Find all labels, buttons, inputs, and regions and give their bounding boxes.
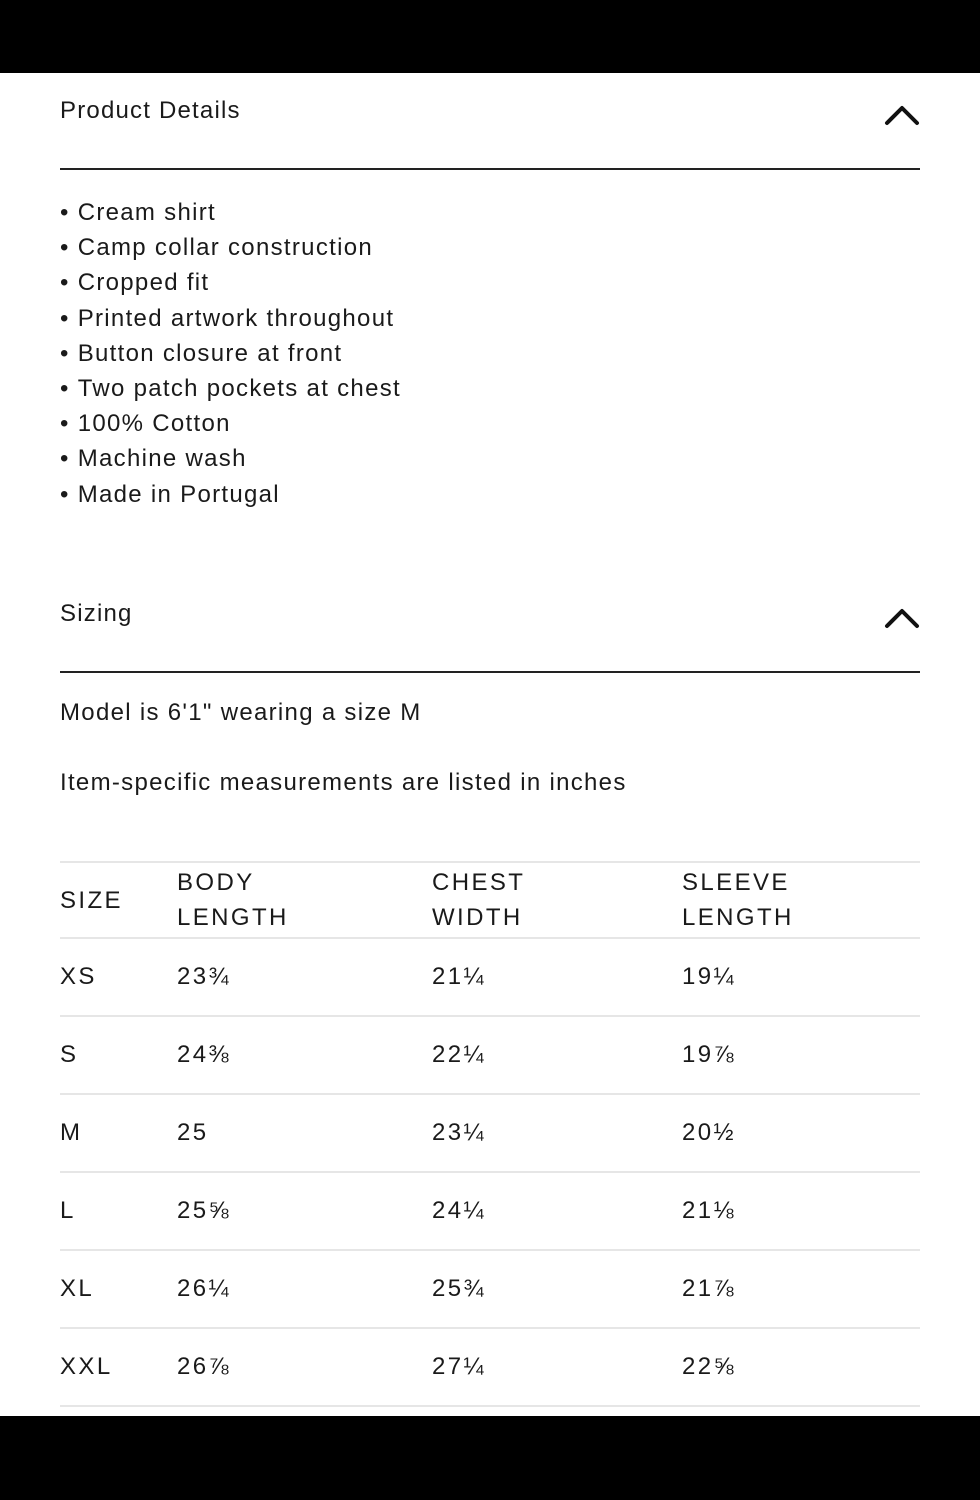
- body-length-column-header: [177, 862, 432, 938]
- list-item: • Two patch pockets at chest: [60, 371, 401, 406]
- body-length-cell: 26¼: [177, 1250, 432, 1328]
- table-row: [60, 1328, 920, 1406]
- body-length-cell: 25⅝: [177, 1172, 432, 1250]
- body-length-cell: 26⅞: [177, 1328, 432, 1406]
- product-details-list: [60, 195, 401, 512]
- chest-width-cell: 22¼: [432, 1016, 682, 1094]
- header-line: BODY: [177, 869, 255, 896]
- bottom-black-bar: [0, 1416, 980, 1500]
- list-item: • Camp collar construction: [60, 230, 401, 265]
- list-item: • 100% Cotton: [60, 406, 401, 441]
- sleeve-length-cell: 21⅞: [682, 1250, 920, 1328]
- list-item: • Cream shirt: [60, 195, 401, 230]
- product-info-page: [0, 73, 980, 1416]
- sleeve-length-cell: 19⅞: [682, 1016, 920, 1094]
- sleeve-length-cell: 20½: [682, 1094, 920, 1172]
- body-length-cell: 23¾: [177, 938, 432, 1016]
- chest-width-cell: 21¼: [432, 938, 682, 1016]
- sleeve-length-cell: 19¼: [682, 938, 920, 1016]
- body-length-cell: 25: [177, 1094, 432, 1172]
- header-line: CHEST: [432, 869, 526, 896]
- list-item: • Made in Portugal: [60, 477, 401, 512]
- measurement-unit-note: Item-specific measurements are listed in inches: [60, 769, 627, 796]
- product-details-title: Product Details: [60, 97, 241, 124]
- size-cell: XL: [60, 1250, 177, 1328]
- sizing-header[interactable]: [60, 576, 920, 673]
- chest-width-cell: 27¼: [432, 1328, 682, 1406]
- chest-width-cell: 24¼: [432, 1172, 682, 1250]
- chest-width-column-header: [432, 862, 682, 938]
- size-cell: XXL: [60, 1328, 177, 1406]
- size-cell: L: [60, 1172, 177, 1250]
- table-row: [60, 1250, 920, 1328]
- table-header-row: [60, 862, 920, 938]
- table-row: [60, 1172, 920, 1250]
- model-size-note: Model is 6'1" wearing a size M: [60, 699, 422, 726]
- header-line: SLEEVE: [682, 869, 790, 896]
- size-chart-table: [60, 861, 920, 1407]
- table-row: [60, 938, 920, 1016]
- top-black-bar: [0, 0, 980, 73]
- body-length-cell: 24⅜: [177, 1016, 432, 1094]
- product-details-header[interactable]: [60, 73, 920, 170]
- header-line: LENGTH: [177, 904, 289, 931]
- chevron-up-icon[interactable]: [884, 103, 920, 127]
- sleeve-length-cell: 22⅝: [682, 1328, 920, 1406]
- size-column-header: SIZE: [60, 862, 177, 938]
- list-item: • Machine wash: [60, 441, 401, 476]
- table-row: [60, 1016, 920, 1094]
- size-cell: XS: [60, 938, 177, 1016]
- size-cell: M: [60, 1094, 177, 1172]
- size-cell: S: [60, 1016, 177, 1094]
- header-line: WIDTH: [432, 904, 523, 931]
- list-item: • Button closure at front: [60, 336, 401, 371]
- sleeve-length-cell: 21⅛: [682, 1172, 920, 1250]
- sizing-title: Sizing: [60, 600, 133, 627]
- header-line: LENGTH: [682, 904, 794, 931]
- table-row: [60, 1094, 920, 1172]
- list-item: • Cropped fit: [60, 265, 401, 300]
- chest-width-cell: 23¼: [432, 1094, 682, 1172]
- list-item: • Printed artwork throughout: [60, 301, 401, 336]
- sleeve-length-column-header: [682, 862, 920, 938]
- chevron-up-icon[interactable]: [884, 606, 920, 630]
- chest-width-cell: 25¾: [432, 1250, 682, 1328]
